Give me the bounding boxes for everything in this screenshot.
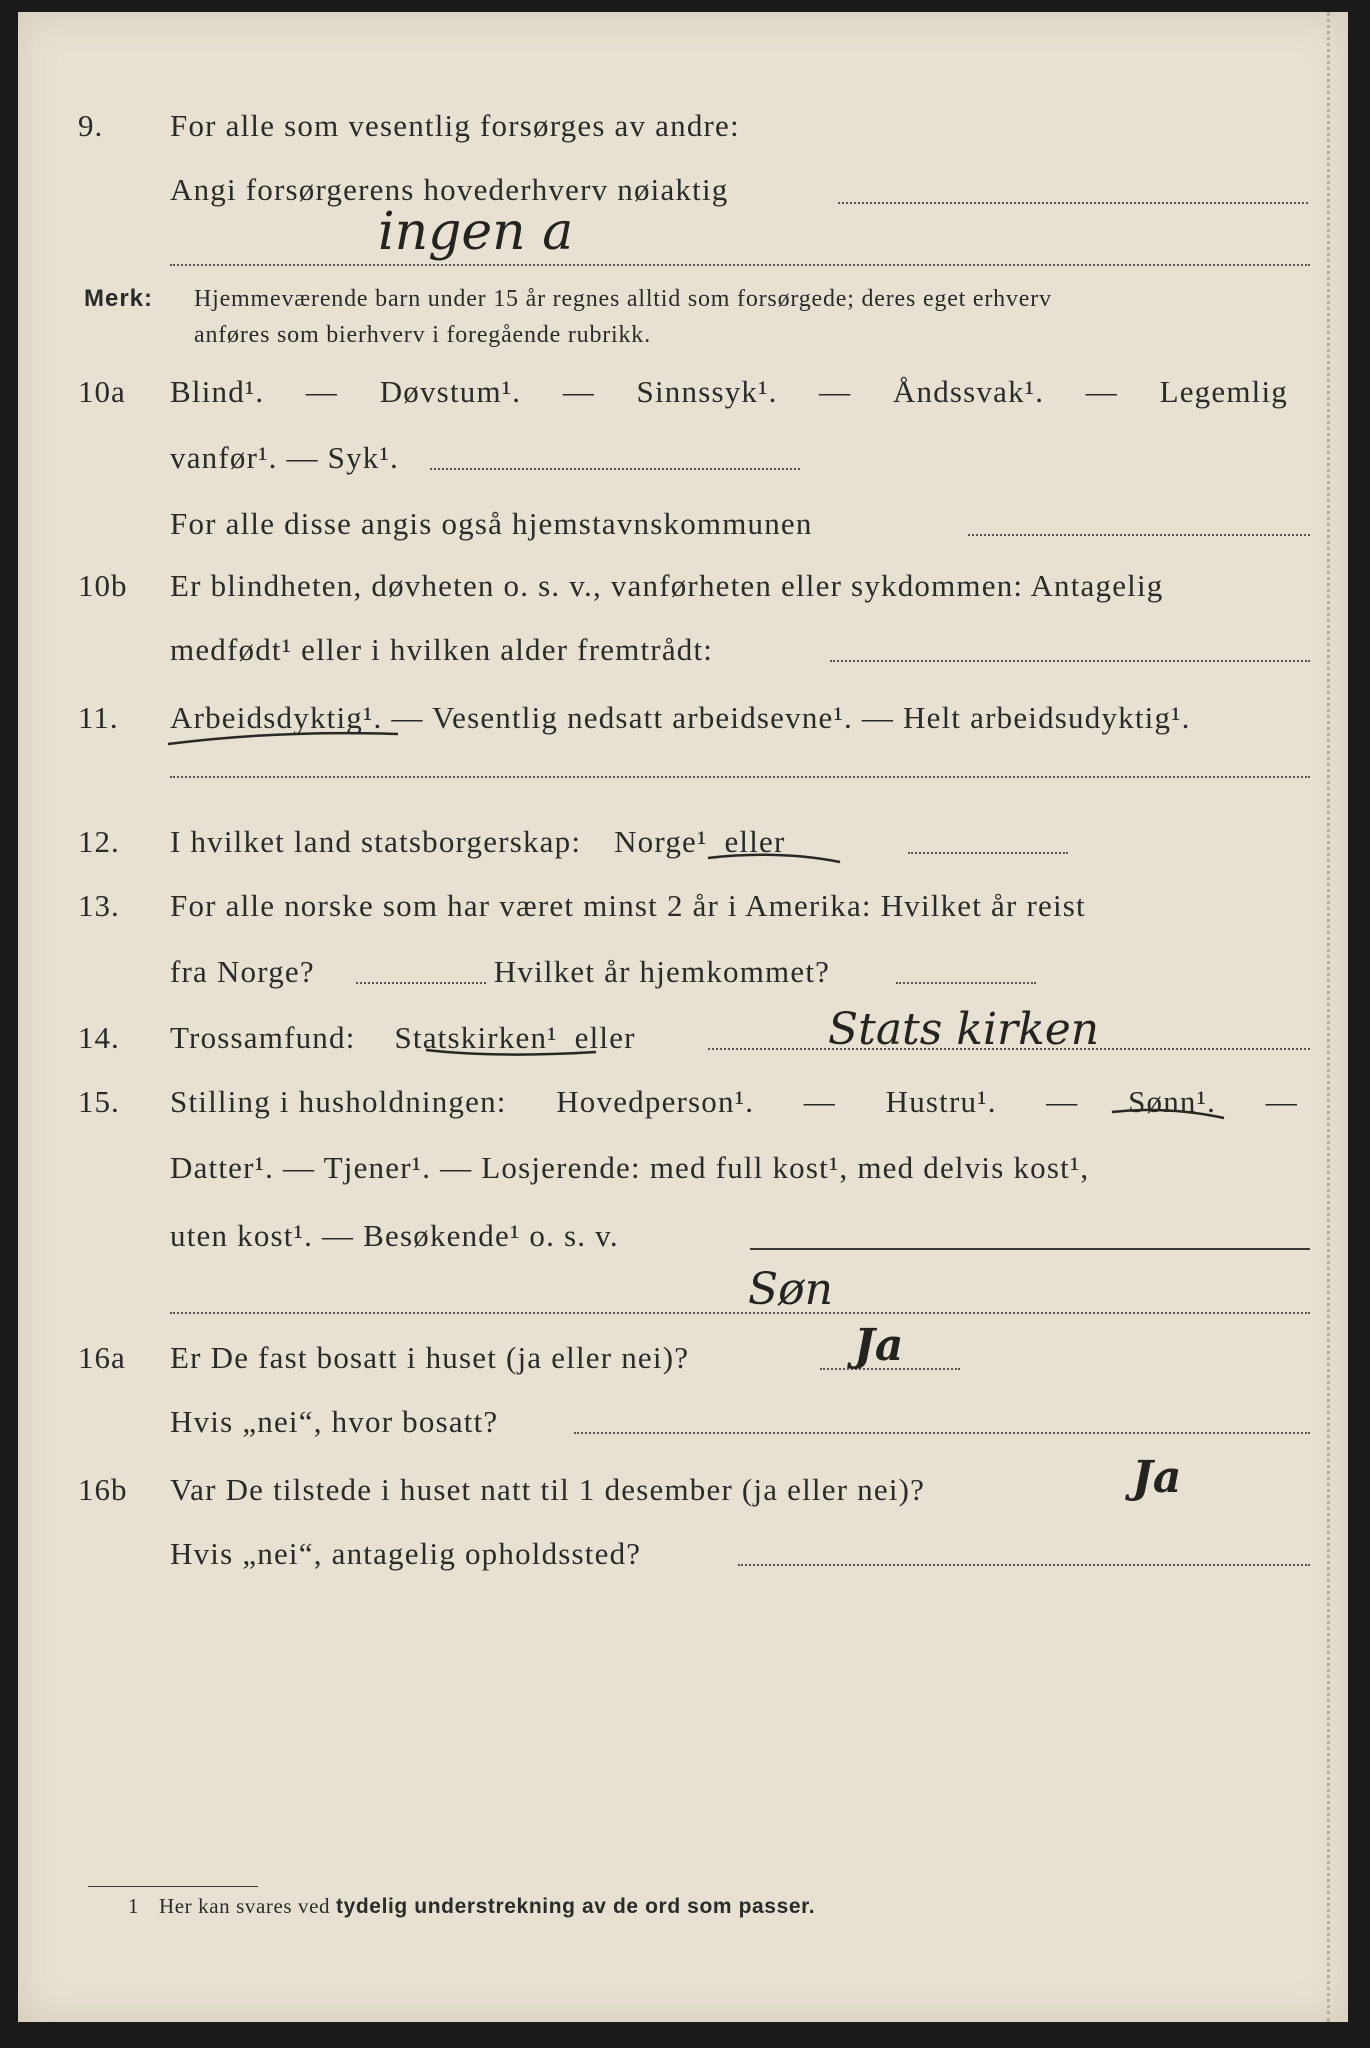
- q16a-text-2: Hvis „nei“, hvor bosatt?: [170, 1404, 499, 1439]
- q10a-option-blind: Blind¹.: [170, 374, 265, 409]
- footnote: [128, 1894, 815, 1919]
- q10a-dash: —: [819, 374, 852, 409]
- footnote-bold-text: tydelig understrekning av de ord som passer.: [335, 1895, 816, 1918]
- footnote-text: Her kan svares ved: [158, 1894, 331, 1918]
- q10b-text-1: Er blindheten, døvheten o. s. v., vanførheten eller sykdommen: Antagelig: [170, 568, 1164, 603]
- merk-text-1: Hjemmeværende barn under 15 år regnes alltid som forsørgede; deres eget erhverv: [194, 286, 1052, 312]
- q12-option-norge: Norge¹: [614, 824, 708, 859]
- q12-number: 12.: [78, 824, 120, 859]
- q15-dash: —: [1046, 1084, 1079, 1119]
- q11-text: Arbeidsdyktig¹. — Vesentlig nedsatt arbeidsevne¹. — Helt arbeidsudyktig¹.: [170, 700, 1191, 735]
- q13-number: 13.: [78, 888, 120, 923]
- q14-label: Trossamfund:: [170, 1020, 356, 1055]
- q15-label: Stilling i husholdningen:: [170, 1084, 507, 1119]
- q10a-dash: —: [305, 374, 339, 409]
- q10b-text-2: medfødt¹ eller i hvilken alder fremtrådt:: [170, 632, 714, 667]
- q10a-dash: —: [562, 374, 595, 409]
- q15-text-2: Datter¹. — Tjener¹. — Losjerende: med full kost¹, med delvis kost¹,: [170, 1150, 1090, 1185]
- q14-option-statskirken: Statskirken¹: [394, 1020, 558, 1055]
- q11-number: 11.: [78, 700, 119, 735]
- q10a-dash: —: [1085, 374, 1118, 409]
- q16b-text-2: Hvis „nei“, antagelig opholdssted?: [170, 1536, 642, 1571]
- q9-text-1: For alle som vesentlig forsørges av andre:: [170, 108, 740, 143]
- q16a-handwritten-answer: Ja: [854, 1320, 904, 1371]
- q13-hjemkommet-label: Hvilket år hjemkommet?: [493, 954, 831, 989]
- q15-dash: —: [1265, 1084, 1298, 1119]
- q15-text-3: uten kost¹. — Besøkende¹ o. s. v.: [170, 1218, 619, 1253]
- merk-text-2: anføres som bierhverv i foregående rubrikk.: [194, 322, 651, 348]
- underline-arbeidsdyktig: [168, 733, 398, 744]
- q10b-number: 10b: [78, 568, 128, 603]
- q14-handwritten-answer: Stats kirken: [828, 1004, 1100, 1055]
- q15-handwritten-answer: Søn: [748, 1264, 833, 1315]
- underline-norge: [708, 855, 840, 862]
- q15-dash: —: [803, 1084, 836, 1119]
- q9-number: 9.: [78, 108, 104, 143]
- q9-text-2: Angi forsørgerens hovederhverv nøiaktig: [170, 172, 729, 207]
- q15-number: 15.: [78, 1084, 120, 1119]
- q14-number: 14.: [78, 1020, 120, 1055]
- q16a-number: 16a: [78, 1340, 126, 1375]
- footnote-rule: [88, 1886, 258, 1887]
- q12-eller: eller: [724, 824, 786, 859]
- q10a-option-andssvak: Åndssvak¹.: [892, 374, 1045, 409]
- q10a-text-3: For alle disse angis også hjemstavnskommunen: [170, 506, 813, 541]
- q14-eller: eller: [574, 1020, 636, 1055]
- q10a-option-sinnssyk: Sinnssyk¹.: [636, 374, 778, 409]
- q10a-option-legemlig: Legemlig: [1159, 374, 1288, 409]
- census-form-page: [18, 12, 1348, 2022]
- q12-label: I hvilket land statsborgerskap:: [170, 824, 582, 859]
- q16b-number: 16b: [78, 1472, 128, 1507]
- q15-option-sonn: Sønn¹.: [1128, 1084, 1217, 1119]
- q10a-text-2: vanfør¹. — Syk¹.: [170, 440, 399, 475]
- q10a-number: 10a: [78, 374, 126, 409]
- q15-option-hovedperson: Hovedperson¹.: [556, 1084, 755, 1119]
- q16b-handwritten-answer: Ja: [1132, 1452, 1182, 1503]
- q9-handwritten-answer: ingen a: [378, 202, 574, 262]
- q13-text-1: For alle norske som har været minst 2 år i Amerika: Hvilket år reist: [170, 888, 1086, 923]
- merk-label: Merk:: [84, 285, 154, 312]
- handwritten-underlines: [18, 12, 1348, 2022]
- q10a-option-dovstum: Døvstum¹.: [379, 374, 522, 409]
- q15-option-hustru: Hustru¹.: [885, 1084, 997, 1119]
- q16b-text-1: Var De tilstede i huset natt til 1 desember (ja eller nei)?: [170, 1472, 926, 1507]
- footnote-mark: 1: [128, 1894, 140, 1918]
- underline-statskirken: [426, 1050, 596, 1055]
- q13-reist-label: fra Norge?: [170, 954, 315, 989]
- underline-sonn: [1112, 1110, 1224, 1118]
- q16a-text-1: Er De fast bosatt i huset (ja eller nei)?: [170, 1340, 690, 1375]
